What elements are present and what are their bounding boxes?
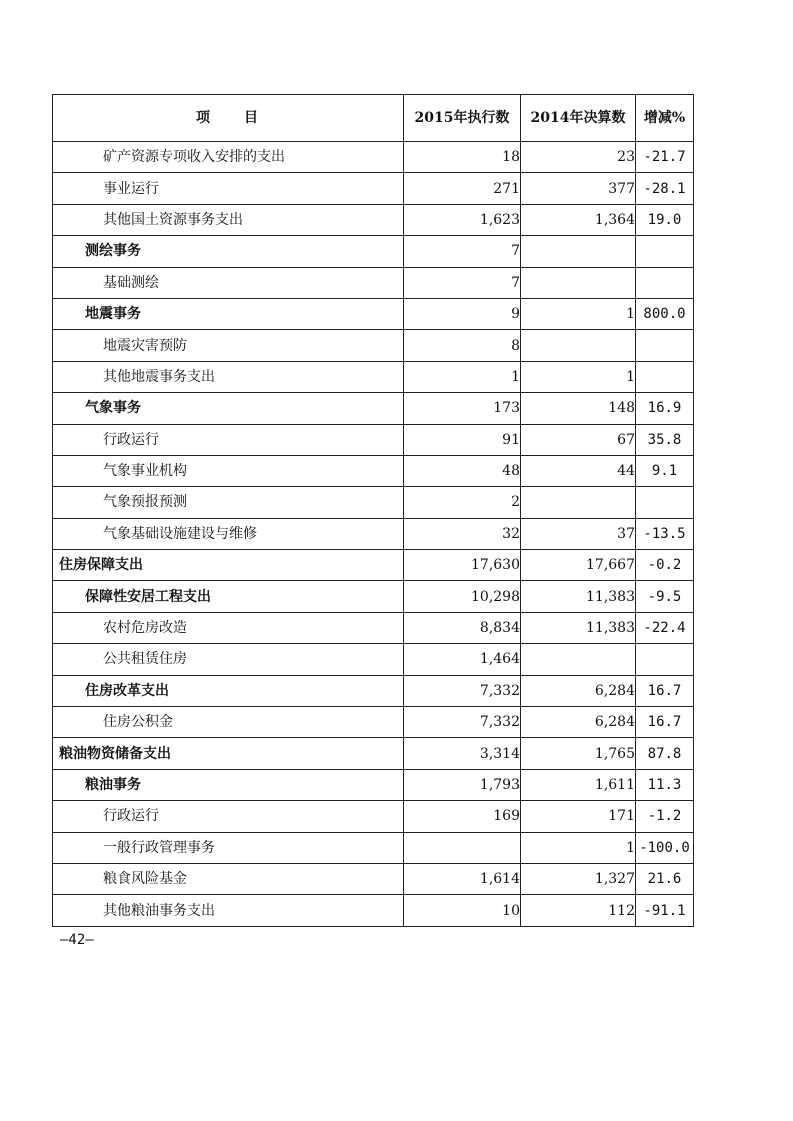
budget-table (52, 94, 694, 927)
row-value-2014: 1,611 (521, 769, 636, 800)
table-row (53, 267, 694, 298)
row-item-name: 粮油事务 (53, 769, 404, 800)
row-value-2014: 1,327 (521, 863, 636, 894)
row-value-2015: 1,464 (404, 644, 521, 675)
table-row (53, 612, 694, 643)
row-change-percent: 16.7 (636, 675, 694, 706)
row-change-percent: -0.2 (636, 550, 694, 581)
row-change-percent: -13.5 (636, 518, 694, 549)
row-value-2015 (404, 832, 521, 863)
row-value-2014: 11,383 (521, 612, 636, 643)
row-value-2014: 112 (521, 895, 636, 926)
row-value-2015: 7 (404, 236, 521, 267)
row-change-percent (636, 330, 694, 361)
row-change-percent: -1.2 (636, 801, 694, 832)
row-item-name: 气象预报预测 (53, 487, 404, 518)
row-item-name: 住房公积金 (53, 707, 404, 738)
header-2014: 2014年决算数 (521, 95, 636, 142)
row-value-2014: 1 (521, 361, 636, 392)
row-value-2014: 6,284 (521, 675, 636, 706)
row-item-name: 住房保障支出 (53, 550, 404, 581)
row-change-percent (636, 236, 694, 267)
row-value-2014: 37 (521, 518, 636, 549)
row-value-2015: 18 (404, 142, 521, 173)
table-row (53, 142, 694, 173)
row-value-2014: 1,765 (521, 738, 636, 769)
row-value-2015: 7,332 (404, 675, 521, 706)
row-value-2014: 1,364 (521, 204, 636, 235)
row-change-percent: 87.8 (636, 738, 694, 769)
row-value-2015: 10,298 (404, 581, 521, 612)
table-row (53, 455, 694, 486)
row-value-2015: 7,332 (404, 707, 521, 738)
row-item-name: 气象基础设施建设与维修 (53, 518, 404, 549)
row-item-name: 地震事务 (53, 298, 404, 329)
row-value-2014: 171 (521, 801, 636, 832)
table-header-row (53, 95, 694, 142)
table-row (53, 424, 694, 455)
row-value-2014: 377 (521, 173, 636, 204)
table-row (53, 707, 694, 738)
row-item-name: 基础测绘 (53, 267, 404, 298)
row-item-name: 保障性安居工程支出 (53, 581, 404, 612)
row-value-2015: 169 (404, 801, 521, 832)
table-row (53, 581, 694, 612)
header-change: 增减% (636, 95, 694, 142)
row-value-2015: 173 (404, 393, 521, 424)
row-item-name: 行政运行 (53, 424, 404, 455)
row-change-percent (636, 487, 694, 518)
row-change-percent: 16.9 (636, 393, 694, 424)
row-value-2015: 17,630 (404, 550, 521, 581)
row-value-2015: 7 (404, 267, 521, 298)
row-value-2014 (521, 487, 636, 518)
row-change-percent: 35.8 (636, 424, 694, 455)
row-change-percent (636, 361, 694, 392)
row-item-name: 粮食风险基金 (53, 863, 404, 894)
row-change-percent: 19.0 (636, 204, 694, 235)
row-value-2014: 1 (521, 298, 636, 329)
table-row (53, 675, 694, 706)
row-value-2015: 1,614 (404, 863, 521, 894)
row-item-name: 住房改革支出 (53, 675, 404, 706)
row-value-2015: 1 (404, 361, 521, 392)
row-item-name: 其他国土资源事务支出 (53, 204, 404, 235)
row-value-2014 (521, 267, 636, 298)
row-item-name: 行政运行 (53, 801, 404, 832)
row-value-2014: 23 (521, 142, 636, 173)
row-value-2015: 48 (404, 455, 521, 486)
row-value-2014: 6,284 (521, 707, 636, 738)
row-value-2015: 1,793 (404, 769, 521, 800)
row-item-name: 地震灾害预防 (53, 330, 404, 361)
page-number: —42— (60, 932, 94, 948)
row-change-percent: 16.7 (636, 707, 694, 738)
row-value-2014 (521, 644, 636, 675)
row-value-2015: 32 (404, 518, 521, 549)
table-row (53, 298, 694, 329)
row-item-name: 事业运行 (53, 173, 404, 204)
row-item-name: 农村危房改造 (53, 612, 404, 643)
table-row (53, 832, 694, 863)
row-item-name: 测绘事务 (53, 236, 404, 267)
row-value-2015: 8,834 (404, 612, 521, 643)
row-value-2015: 271 (404, 173, 521, 204)
table-row (53, 738, 694, 769)
table-row (53, 330, 694, 361)
row-change-percent: -100.0 (636, 832, 694, 863)
row-item-name: 一般行政管理事务 (53, 832, 404, 863)
header-item: 项 目 (53, 95, 404, 142)
table-row (53, 644, 694, 675)
row-change-percent: -9.5 (636, 581, 694, 612)
row-value-2015: 91 (404, 424, 521, 455)
table-row (53, 236, 694, 267)
row-value-2014 (521, 330, 636, 361)
row-change-percent: 800.0 (636, 298, 694, 329)
row-value-2014 (521, 236, 636, 267)
row-value-2015: 3,314 (404, 738, 521, 769)
row-change-percent (636, 644, 694, 675)
table-row (53, 487, 694, 518)
row-value-2014: 1 (521, 832, 636, 863)
row-item-name: 粮油物资储备支出 (53, 738, 404, 769)
row-value-2014: 17,667 (521, 550, 636, 581)
table-row (53, 895, 694, 926)
row-value-2014: 44 (521, 455, 636, 486)
row-change-percent (636, 267, 694, 298)
row-change-percent: 9.1 (636, 455, 694, 486)
table-row (53, 769, 694, 800)
table-row (53, 393, 694, 424)
table-row (53, 173, 694, 204)
row-value-2014: 67 (521, 424, 636, 455)
row-item-name: 气象事业机构 (53, 455, 404, 486)
row-change-percent: -28.1 (636, 173, 694, 204)
row-item-name: 其他粮油事务支出 (53, 895, 404, 926)
row-value-2015: 1,623 (404, 204, 521, 235)
row-value-2015: 2 (404, 487, 521, 518)
row-change-percent: 11.3 (636, 769, 694, 800)
row-value-2014: 11,383 (521, 581, 636, 612)
row-item-name: 公共租赁住房 (53, 644, 404, 675)
table-row (53, 801, 694, 832)
table-row (53, 863, 694, 894)
row-change-percent: -21.7 (636, 142, 694, 173)
row-change-percent: -22.4 (636, 612, 694, 643)
header-2015: 2015年执行数 (404, 95, 521, 142)
table-row (53, 361, 694, 392)
table-row (53, 518, 694, 549)
row-change-percent: 21.6 (636, 863, 694, 894)
row-item-name: 气象事务 (53, 393, 404, 424)
row-value-2015: 9 (404, 298, 521, 329)
row-value-2015: 10 (404, 895, 521, 926)
table-body (53, 142, 694, 927)
row-change-percent: -91.1 (636, 895, 694, 926)
row-item-name: 矿产资源专项收入安排的支出 (53, 142, 404, 173)
row-item-name: 其他地震事务支出 (53, 361, 404, 392)
table-row (53, 204, 694, 235)
row-value-2014: 148 (521, 393, 636, 424)
row-value-2015: 8 (404, 330, 521, 361)
table-row (53, 550, 694, 581)
